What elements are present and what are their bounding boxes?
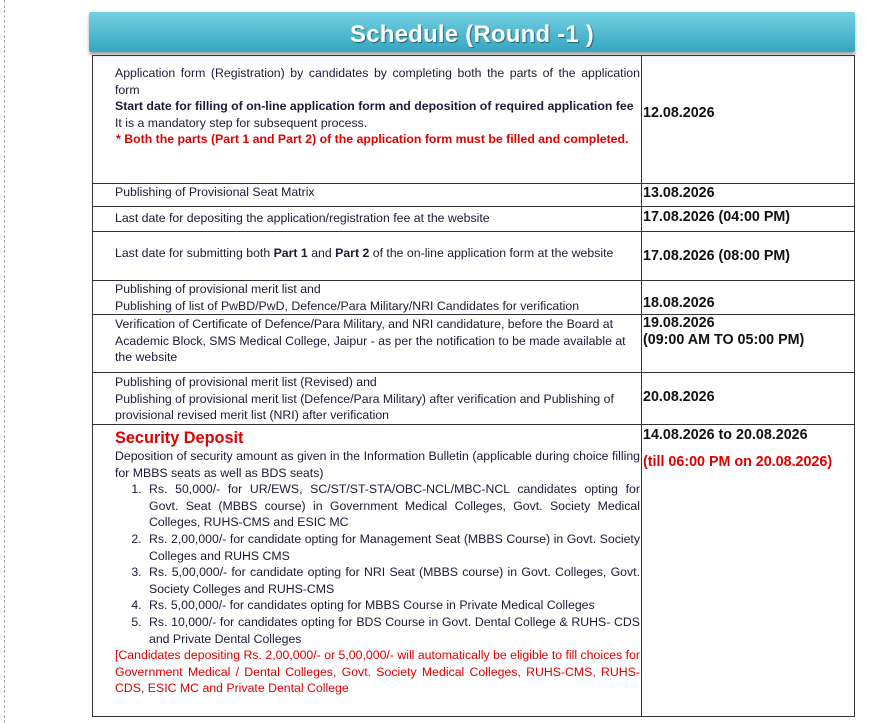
row-date — [642, 184, 855, 207]
row-text: Publishing of Provisional Seat Matrix — [115, 185, 315, 199]
list-item: 1. Rs. 50,000/- for UR/EWS, SC/ST/ST-STA/OBC-NCL/MBC-NCL candidates opting for Govt. Seat (MBBS course) in Government Medical Colleges, Govt. Society Medical Colleges, RUHS-CMS and ESIC MC — [145, 481, 640, 531]
table-row — [93, 184, 855, 207]
section-title: Security Deposit — [115, 428, 244, 447]
row-description — [93, 232, 642, 281]
security-deposit-section — [93, 424, 642, 716]
row-description — [93, 281, 642, 315]
row-text-bold: Start date for filling of on-line application form and deposition of required application fee — [115, 99, 634, 114]
table-row — [93, 281, 855, 315]
list-item: 2. Rs. 2,00,000/- for candidate opting for Management Seat (MBBS Course) in Govt. Society Colleges and RUHS CMS — [145, 531, 640, 564]
time-range: (09:00 AM TO 05:00 PM) — [643, 332, 805, 349]
row-text: Publishing of provisional merit list (Defence/Para Military) after verification and Publishing of provisional revised merit list (NRI) after verification — [115, 391, 614, 423]
date-value: 19.08.2026 — [643, 315, 715, 332]
part2-label: Part 2 — [335, 246, 370, 260]
date-value: 18.08.2026 — [643, 295, 715, 311]
row-description — [93, 315, 642, 373]
deposit-amount-list — [115, 481, 640, 647]
table-row — [93, 373, 855, 425]
schedule-table — [92, 55, 855, 717]
row-text: Last date for depositing the application/registration fee at the website — [115, 211, 490, 225]
row-date — [642, 207, 855, 232]
row-text: Publishing of provisional merit list and — [115, 282, 321, 296]
table-row — [93, 315, 855, 373]
row-text: of the on-line application form at the website — [369, 246, 614, 260]
page-title: Schedule (Round -1 ) — [350, 21, 594, 48]
list-item: 3. Rs. 5,00,000/- for candidate opting for NRI Seat (MBBS course) in Govt. Colleges, Govt. Society Colleges and RUHS-CMS — [145, 564, 640, 597]
date-value: 20.08.2026 — [643, 389, 715, 406]
part1-label: Part 1 — [273, 246, 308, 260]
list-item: 4. Rs. 5,00,000/- for candidates opting for MBBS Course in Private Medical Colleges — [145, 597, 640, 614]
row-date — [642, 232, 855, 281]
row-text: Publishing of provisional merit list (Revised) and — [115, 375, 377, 390]
date-value: 17.08.2026 (08:00 PM) — [643, 248, 791, 264]
table-row — [93, 424, 855, 716]
row-warning: * Both the parts (Part 1 and Part 2) of the application form must be filled and completed. — [116, 132, 629, 147]
list-item: 5. Rs. 10,000/- for candidates opting for BDS Course in Govt. Dental College & RUHS- CDS and Private Dental Colleges — [145, 614, 640, 647]
date-value: 17.08.2026 (04:00 PM) — [643, 209, 791, 225]
date-range: 14.08.2026 to 20.08.2026 — [643, 426, 808, 443]
eligibility-note: [Candidates depositing Rs. 2,00,000/- or 5,00,000/- will automatically be eligible to fill choices for Government Medical / Dental Colleges, Govt. Society Medical Colleges, RUHS-CMS, RUHS-CDS, ESIC MC and Private Dental College — [115, 648, 640, 696]
row-date — [642, 315, 855, 373]
row-text: Verification of Certificate of Defence/Para Military, and NRI candidature, before the Board at Academic Block, SMS Medical College, Jaipur - as per the notification to be made available at the website — [115, 317, 626, 365]
deadline-note: (till 06:00 PM on 20.08.2026) — [643, 453, 833, 470]
row-description — [93, 56, 642, 184]
table-row — [93, 232, 855, 281]
section-intro: Deposition of security amount as given in the Information Bulletin (applicable during choice filling for MBBS seats as well as BDS seats) — [115, 448, 640, 480]
row-text: Publishing of list of PwBD/PwD, Defence/Para Military/NRI Candidates for verification — [115, 298, 580, 313]
page-margin-rule — [4, 0, 6, 723]
row-date — [642, 56, 855, 184]
row-text: Last date for submitting both — [115, 246, 274, 260]
row-description — [93, 184, 642, 207]
row-date — [642, 373, 855, 425]
row-description — [93, 207, 642, 232]
row-text: Application form (Registration) by candidates by completing both the parts of the application form — [115, 66, 640, 97]
row-description — [93, 373, 642, 425]
date-value: 13.08.2026 — [643, 185, 715, 201]
schedule-banner — [89, 12, 855, 52]
row-text: and — [307, 246, 336, 260]
table-row — [93, 207, 855, 232]
row-date — [642, 281, 855, 315]
row-date — [642, 424, 855, 716]
row-text: It is a mandatory step for subsequent process. — [115, 115, 368, 130]
table-row — [93, 56, 855, 184]
date-value: 12.08.2026 — [643, 105, 715, 121]
